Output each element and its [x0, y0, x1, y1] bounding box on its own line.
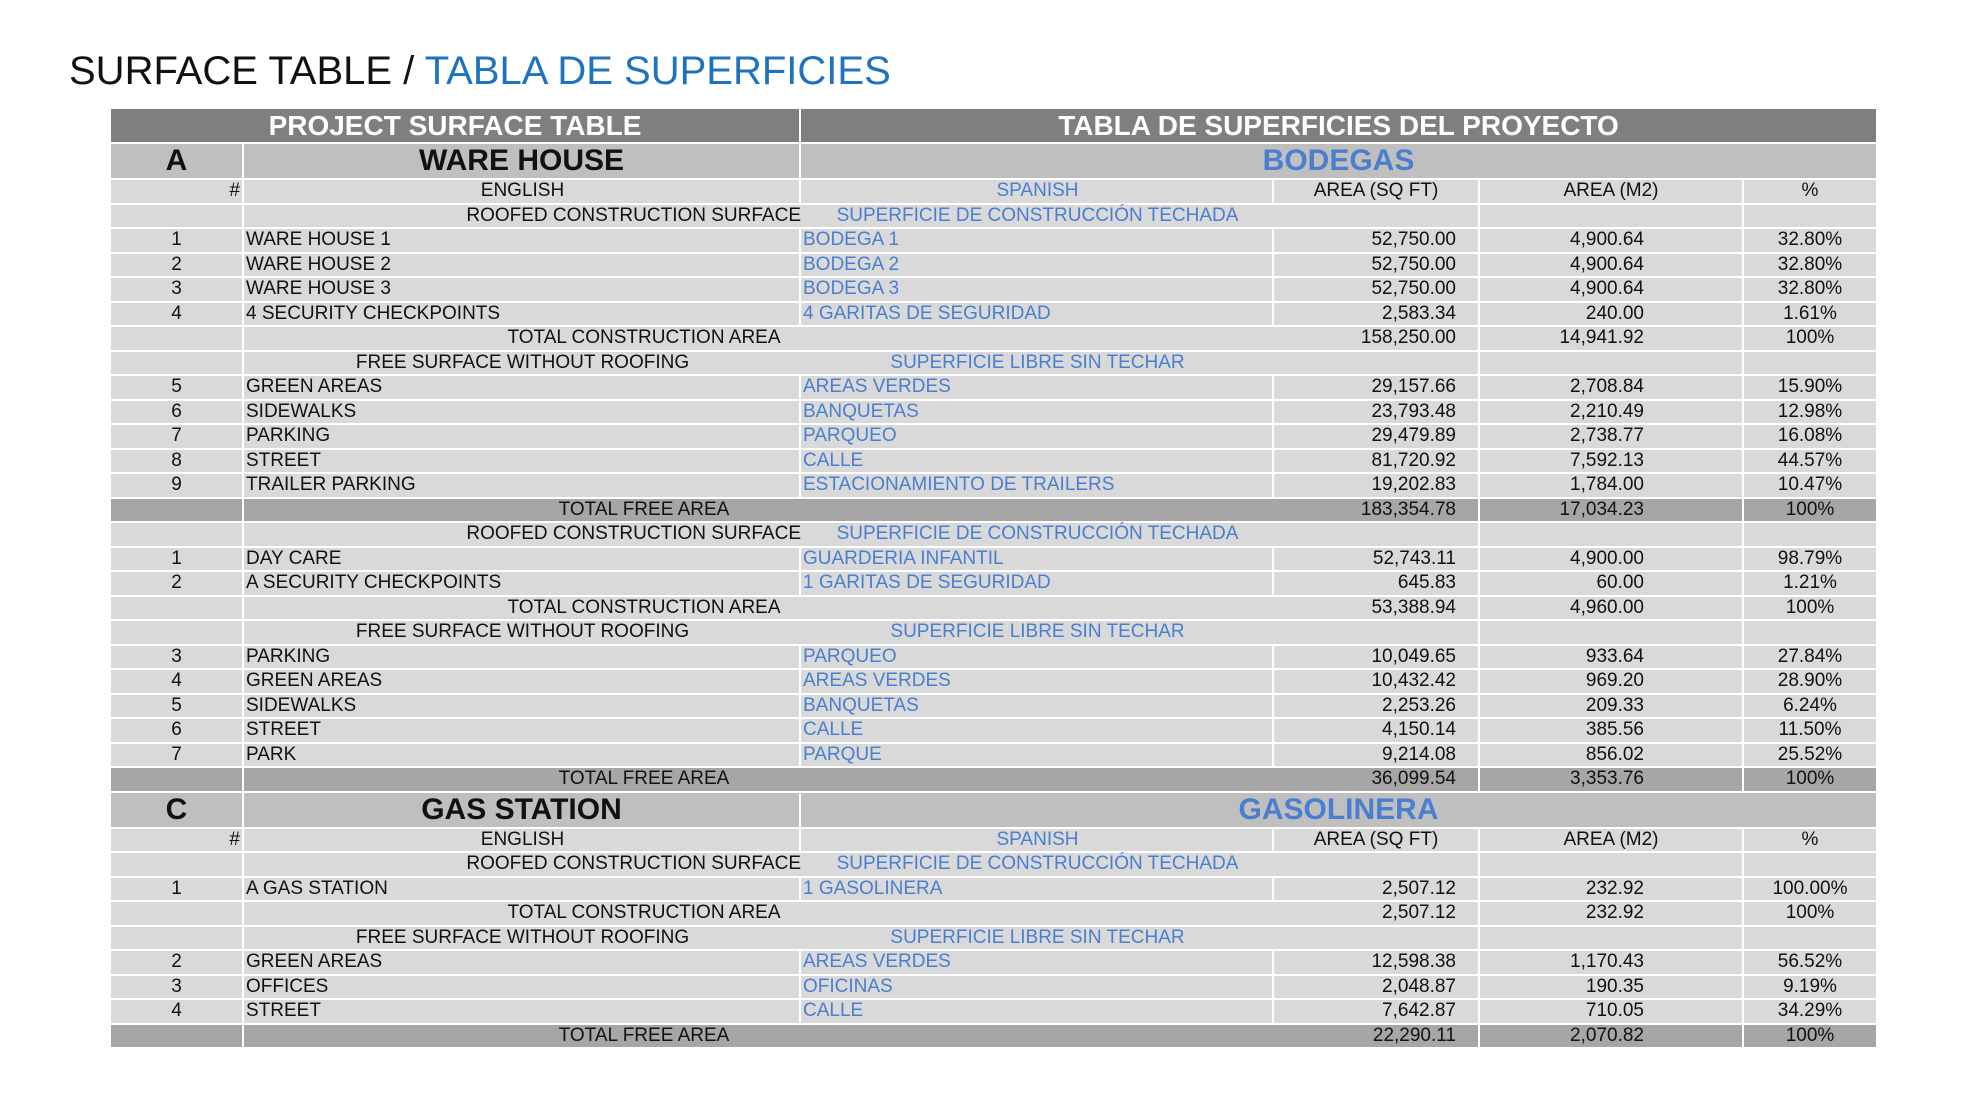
- row-percent: 9.19%: [1783, 975, 1837, 997]
- col-m2-header: AREA (M2): [1480, 180, 1744, 203]
- row-area-sqft: 81,720.92: [1274, 450, 1480, 473]
- table-row: [111, 474, 1876, 499]
- total-percent: 100%: [1785, 596, 1835, 618]
- total-area-sqft: 183,354.78: [1274, 499, 1480, 522]
- col-english-header: ENGLISH: [244, 180, 801, 203]
- table-row: [111, 951, 1876, 976]
- row-spanish: PARQUEO: [801, 646, 1274, 669]
- roofed-label-english: ROOFED CONSTRUCTION SURFACE: [466, 853, 801, 875]
- row-number: 4: [111, 1000, 244, 1023]
- empty-cell: [111, 327, 244, 350]
- row-percent: 6.24%: [1783, 694, 1837, 716]
- row-area-m2: 209.33: [1480, 695, 1744, 718]
- table-row: [111, 376, 1876, 401]
- row-percent: 25.52%: [1777, 743, 1843, 765]
- empty-cell: [1744, 927, 1876, 950]
- row-area-m2: 710.05: [1480, 1000, 1744, 1023]
- col-spanish-header: SPANISH: [801, 829, 1274, 852]
- table-row: [111, 401, 1876, 426]
- row-percent: 27.84%: [1777, 645, 1843, 667]
- empty-cell: [111, 499, 244, 522]
- empty-cell: [1744, 205, 1876, 228]
- total-row: [111, 499, 1876, 524]
- column-header-row: [111, 829, 1876, 854]
- row-english: OFFICES: [244, 976, 801, 999]
- row-number: 3: [111, 646, 244, 669]
- row-spanish: CALLE: [801, 1000, 1274, 1023]
- table-row: [111, 548, 1876, 573]
- row-area-m2: 232.92: [1480, 878, 1744, 901]
- row-area-m2: 856.02: [1480, 744, 1744, 767]
- row-number: 2: [111, 254, 244, 277]
- total-row: [111, 327, 1876, 352]
- total-label: TOTAL FREE AREA: [558, 1024, 730, 1046]
- empty-cell: [1274, 352, 1480, 375]
- row-area-m2: 2,738.77: [1480, 425, 1744, 448]
- empty-cell: [111, 902, 244, 925]
- header-spanish: TABLA DE SUPERFICIES DEL PROYECTO: [1058, 109, 1619, 141]
- row-area-sqft: 52,743.11: [1274, 548, 1480, 571]
- row-area-m2: 933.64: [1480, 646, 1744, 669]
- empty-cell: [1274, 853, 1480, 876]
- row-english: WARE HOUSE 2: [244, 254, 801, 277]
- total-percent: 100%: [1785, 902, 1835, 924]
- row-spanish: BODEGA 1: [801, 229, 1274, 252]
- total-area-sqft: 22,290.11: [1274, 1025, 1480, 1048]
- row-area-sqft: 2,048.87: [1274, 976, 1480, 999]
- row-spanish: BODEGA 3: [801, 278, 1274, 301]
- total-row: [111, 902, 1876, 927]
- total-area-m2: 3,353.76: [1480, 768, 1744, 791]
- row-spanish: AREAS VERDES: [801, 951, 1274, 974]
- row-percent: 28.90%: [1777, 670, 1843, 692]
- row-area-sqft: 23,793.48: [1274, 401, 1480, 424]
- free-subheader-row: [111, 927, 1876, 952]
- empty-cell: [111, 621, 244, 644]
- free-label-spanish: SUPERFICIE LIBRE SIN TECHAR: [890, 621, 1185, 643]
- row-english: STREET: [244, 450, 801, 473]
- table-row: [111, 1000, 1876, 1025]
- total-area-m2: 2,070.82: [1480, 1025, 1744, 1048]
- free-label-english: FREE SURFACE WITHOUT ROOFING: [355, 926, 690, 948]
- row-area-m2: 190.35: [1480, 976, 1744, 999]
- row-percent: 34.29%: [1777, 1000, 1843, 1022]
- table-row: [111, 878, 1876, 903]
- row-english: A GAS STATION: [244, 878, 801, 901]
- total-percent: 100%: [1785, 768, 1835, 790]
- empty-cell: [1744, 523, 1876, 546]
- row-spanish: AREAS VERDES: [801, 376, 1274, 399]
- empty-cell: [111, 597, 244, 620]
- row-number: 4: [111, 303, 244, 326]
- table-row: [111, 695, 1876, 720]
- table-row: [111, 450, 1876, 475]
- row-english: STREET: [244, 1000, 801, 1023]
- row-area-sqft: 2,583.34: [1274, 303, 1480, 326]
- row-area-m2: 4,900.64: [1480, 229, 1744, 252]
- row-percent: 32.80%: [1777, 253, 1843, 275]
- section-header-row: [111, 144, 1876, 180]
- row-number: 5: [111, 695, 244, 718]
- total-label: TOTAL FREE AREA: [558, 498, 730, 520]
- col-english-header: ENGLISH: [244, 829, 801, 852]
- column-header-row: [111, 180, 1876, 205]
- row-spanish: 1 GARITAS DE SEGURIDAD: [801, 572, 1274, 595]
- row-english: PARKING: [244, 425, 801, 448]
- row-area-sqft: 10,049.65: [1274, 646, 1480, 669]
- title-english: SURFACE TABLE /: [69, 49, 425, 93]
- row-english: TRAILER PARKING: [244, 474, 801, 497]
- table-body: [111, 144, 1876, 1049]
- roofed-label-english: ROOFED CONSTRUCTION SURFACE: [466, 204, 801, 226]
- row-number: 9: [111, 474, 244, 497]
- table-row: [111, 572, 1876, 597]
- row-spanish: BANQUETAS: [801, 401, 1274, 424]
- free-label-spanish: SUPERFICIE LIBRE SIN TECHAR: [890, 351, 1185, 373]
- section-name-spanish: BODEGAS: [1262, 144, 1415, 177]
- table-row: [111, 425, 1876, 450]
- row-area-sqft: 10,432.42: [1274, 670, 1480, 693]
- table-row: [111, 229, 1876, 254]
- empty-cell: [1744, 853, 1876, 876]
- row-number: 5: [111, 376, 244, 399]
- row-area-sqft: 2,253.26: [1274, 695, 1480, 718]
- free-label-english: FREE SURFACE WITHOUT ROOFING: [355, 351, 690, 373]
- col-num-header: #: [111, 829, 244, 852]
- empty-cell: [111, 768, 244, 791]
- row-percent: 100.00%: [1772, 877, 1848, 899]
- row-percent: 32.80%: [1777, 278, 1843, 300]
- row-spanish: CALLE: [801, 719, 1274, 742]
- col-pct-header: %: [1801, 180, 1819, 202]
- row-english: PARKING: [244, 646, 801, 669]
- roofed-label-spanish: SUPERFICIE DE CONSTRUCCIÓN TECHADA: [836, 853, 1239, 875]
- row-area-sqft: 7,642.87: [1274, 1000, 1480, 1023]
- total-area-sqft: 158,250.00: [1274, 327, 1480, 350]
- row-area-sqft: 19,202.83: [1274, 474, 1480, 497]
- row-english: PARK: [244, 744, 801, 767]
- empty-cell: [1274, 621, 1480, 644]
- table-row: [111, 744, 1876, 769]
- row-area-sqft: 29,157.66: [1274, 376, 1480, 399]
- row-percent: 16.08%: [1777, 425, 1843, 447]
- row-number: 1: [111, 229, 244, 252]
- row-number: 3: [111, 976, 244, 999]
- free-label-english: FREE SURFACE WITHOUT ROOFING: [355, 621, 690, 643]
- row-spanish: PARQUE: [801, 744, 1274, 767]
- row-spanish: 4 GARITAS DE SEGURIDAD: [801, 303, 1274, 326]
- section-name-english: WARE HOUSE: [244, 144, 801, 178]
- row-area-sqft: 29,479.89: [1274, 425, 1480, 448]
- row-english: GREEN AREAS: [244, 951, 801, 974]
- row-percent: 1.21%: [1783, 572, 1837, 594]
- roofed-label-spanish: SUPERFICIE DE CONSTRUCCIÓN TECHADA: [836, 523, 1239, 545]
- empty-cell: [1744, 621, 1876, 644]
- row-english: 4 SECURITY CHECKPOINTS: [244, 303, 801, 326]
- empty-cell: [1480, 205, 1744, 228]
- total-area-sqft: 36,099.54: [1274, 768, 1480, 791]
- section-name-english: GAS STATION: [244, 793, 801, 827]
- row-area-m2: 7,592.13: [1480, 450, 1744, 473]
- row-area-m2: 4,900.64: [1480, 278, 1744, 301]
- row-area-m2: 1,170.43: [1480, 951, 1744, 974]
- row-area-m2: 4,900.64: [1480, 254, 1744, 277]
- empty-cell: [1480, 523, 1744, 546]
- table-row: [111, 646, 1876, 671]
- row-percent: 98.79%: [1777, 547, 1843, 569]
- total-row: [111, 597, 1876, 622]
- row-number: 7: [111, 425, 244, 448]
- col-sqft-header: AREA (SQ FT): [1274, 829, 1480, 852]
- section-name-spanish: GASOLINERA: [1238, 792, 1439, 826]
- row-area-m2: 4,900.00: [1480, 548, 1744, 571]
- row-english: GREEN AREAS: [244, 670, 801, 693]
- empty-cell: [111, 853, 244, 876]
- col-m2-header: AREA (M2): [1480, 829, 1744, 852]
- row-spanish: GUARDERIA INFANTIL: [801, 548, 1274, 571]
- row-english: SIDEWALKS: [244, 401, 801, 424]
- empty-cell: [1744, 352, 1876, 375]
- surface-table: [111, 109, 1876, 1049]
- row-area-m2: 240.00: [1480, 303, 1744, 326]
- free-subheader-row: [111, 352, 1876, 377]
- empty-cell: [1274, 927, 1480, 950]
- table-row: [111, 719, 1876, 744]
- row-spanish: AREAS VERDES: [801, 670, 1274, 693]
- total-area-sqft: 53,388.94: [1274, 597, 1480, 620]
- total-row: [111, 1025, 1876, 1050]
- row-percent: 11.50%: [1778, 719, 1842, 741]
- row-number: 1: [111, 548, 244, 571]
- table-row: [111, 976, 1876, 1001]
- total-area-sqft: 2,507.12: [1274, 902, 1480, 925]
- row-area-m2: 969.20: [1480, 670, 1744, 693]
- col-num-header: #: [111, 180, 244, 203]
- roofed-subheader-row: [111, 853, 1876, 878]
- row-area-sqft: 52,750.00: [1274, 278, 1480, 301]
- total-row: [111, 768, 1876, 793]
- total-percent: 100%: [1785, 1024, 1835, 1046]
- row-number: 7: [111, 744, 244, 767]
- row-spanish: BODEGA 2: [801, 254, 1274, 277]
- row-number: 3: [111, 278, 244, 301]
- total-label: TOTAL CONSTRUCTION AREA: [507, 596, 781, 618]
- row-area-sqft: 52,750.00: [1274, 229, 1480, 252]
- table-row: [111, 278, 1876, 303]
- row-english: DAY CARE: [244, 548, 801, 571]
- row-number: 6: [111, 401, 244, 424]
- empty-cell: [111, 1025, 244, 1048]
- total-area-m2: 17,034.23: [1480, 499, 1744, 522]
- row-area-sqft: 52,750.00: [1274, 254, 1480, 277]
- row-percent: 1.61%: [1783, 302, 1837, 324]
- table-row: [111, 670, 1876, 695]
- section-letter: A: [111, 144, 244, 178]
- roofed-label-spanish: SUPERFICIE DE CONSTRUCCIÓN TECHADA: [836, 204, 1239, 226]
- total-area-m2: 232.92: [1480, 902, 1744, 925]
- empty-cell: [1480, 352, 1744, 375]
- row-area-sqft: 4,150.14: [1274, 719, 1480, 742]
- table-header-row: [111, 109, 1876, 144]
- total-percent: 100%: [1785, 498, 1835, 520]
- row-number: 6: [111, 719, 244, 742]
- col-sqft-header: AREA (SQ FT): [1274, 180, 1480, 203]
- table-row: [111, 303, 1876, 328]
- row-number: 8: [111, 450, 244, 473]
- section-letter: C: [111, 793, 244, 827]
- row-area-m2: 60.00: [1480, 572, 1744, 595]
- row-number: 4: [111, 670, 244, 693]
- total-label: TOTAL FREE AREA: [558, 768, 730, 790]
- row-english: WARE HOUSE 3: [244, 278, 801, 301]
- row-area-m2: 2,210.49: [1480, 401, 1744, 424]
- free-label-spanish: SUPERFICIE LIBRE SIN TECHAR: [890, 926, 1185, 948]
- row-percent: 10.47%: [1777, 474, 1843, 496]
- total-label: TOTAL CONSTRUCTION AREA: [507, 902, 781, 924]
- row-spanish: 1 GASOLINERA: [801, 878, 1274, 901]
- row-percent: 44.57%: [1777, 449, 1843, 471]
- row-area-sqft: 9,214.08: [1274, 744, 1480, 767]
- empty-cell: [111, 523, 244, 546]
- title-spanish: TABLA DE SUPERFICIES: [424, 49, 891, 93]
- row-area-m2: 385.56: [1480, 719, 1744, 742]
- total-label: TOTAL CONSTRUCTION AREA: [507, 327, 781, 349]
- col-pct-header: %: [1801, 828, 1819, 850]
- total-area-m2: 4,960.00: [1480, 597, 1744, 620]
- row-percent: 56.52%: [1777, 951, 1843, 973]
- empty-cell: [111, 927, 244, 950]
- row-area-sqft: 2,507.12: [1274, 878, 1480, 901]
- row-spanish: BANQUETAS: [801, 695, 1274, 718]
- empty-cell: [1480, 621, 1744, 644]
- row-number: 2: [111, 951, 244, 974]
- row-area-sqft: 645.83: [1274, 572, 1480, 595]
- empty-cell: [1480, 853, 1744, 876]
- row-english: GREEN AREAS: [244, 376, 801, 399]
- row-area-sqft: 12,598.38: [1274, 951, 1480, 974]
- empty-cell: [111, 352, 244, 375]
- roofed-subheader-row: [111, 523, 1876, 548]
- empty-cell: [111, 205, 244, 228]
- roofed-subheader-row: [111, 205, 1876, 230]
- row-english: STREET: [244, 719, 801, 742]
- row-number: 2: [111, 572, 244, 595]
- row-spanish: ESTACIONAMIENTO DE TRAILERS: [801, 474, 1274, 497]
- total-percent: 100%: [1785, 327, 1835, 349]
- row-percent: 32.80%: [1777, 229, 1843, 251]
- row-area-m2: 1,784.00: [1480, 474, 1744, 497]
- roofed-label-english: ROOFED CONSTRUCTION SURFACE: [466, 523, 801, 545]
- row-english: SIDEWALKS: [244, 695, 801, 718]
- row-spanish: OFICINAS: [801, 976, 1274, 999]
- row-english: A SECURITY CHECKPOINTS: [244, 572, 801, 595]
- free-subheader-row: [111, 621, 1876, 646]
- total-area-m2: 14,941.92: [1480, 327, 1744, 350]
- row-spanish: PARQUEO: [801, 425, 1274, 448]
- row-percent: 15.90%: [1777, 376, 1843, 398]
- row-number: 1: [111, 878, 244, 901]
- empty-cell: [1274, 523, 1480, 546]
- table-row: [111, 254, 1876, 279]
- row-area-m2: 2,708.84: [1480, 376, 1744, 399]
- empty-cell: [1274, 205, 1480, 228]
- page-title: [69, 46, 891, 96]
- section-header-row: [111, 793, 1876, 829]
- row-percent: 12.98%: [1777, 400, 1843, 422]
- row-english: WARE HOUSE 1: [244, 229, 801, 252]
- col-spanish-header: SPANISH: [801, 180, 1274, 203]
- header-english: PROJECT SURFACE TABLE: [111, 109, 801, 142]
- empty-cell: [1480, 927, 1744, 950]
- row-spanish: CALLE: [801, 450, 1274, 473]
